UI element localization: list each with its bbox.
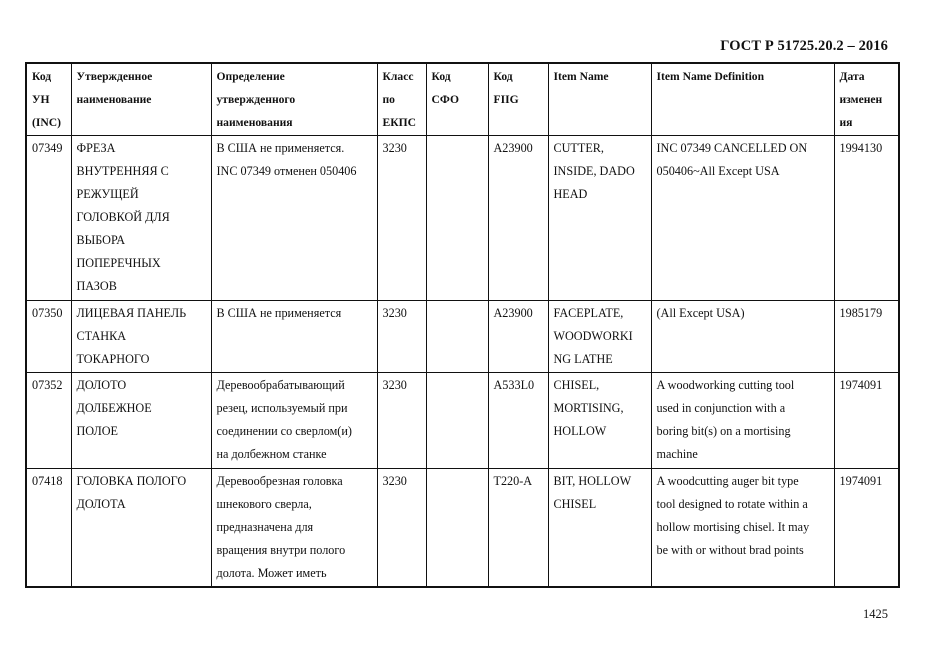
cell-change-date: 1974091 [834,469,899,588]
header-fiig-code: Код FIIG [488,63,548,136]
cell-item-name: CUTTER, INSIDE, DADO HEAD [548,136,651,301]
cell-change-date: 1994130 [834,136,899,301]
cell-fiig: T220-A [488,469,548,588]
header-item-name-definition: Item Name Definition [651,63,834,136]
cell-item-name-definition: A woodworking cutting tool used in conjunction with a boring bit(s) on a mortising machine [651,373,834,469]
table-row [26,136,899,301]
cell-approved-name: ДОЛОТО ДОЛБЕЖНОЕ ПОЛОЕ [71,373,211,469]
item-name-registry-table [25,62,900,588]
table-row [26,301,899,373]
header-change-date: Дата изменен ия [834,63,899,136]
header-approved-name: Утвержденное наименование [71,63,211,136]
cell-item-name: FACEPLATE, WOODWORKI NG LATHE [548,301,651,373]
cell-item-name: CHISEL, MORTISING, HOLLOW [548,373,651,469]
table-row [26,469,899,588]
cell-item-name-definition: A woodcutting auger bit type tool designed to rotate within a hollow mortising chisel. It may be with or without brad points [651,469,834,588]
header-definition: Определение утвержденного наименования [211,63,377,136]
cell-class: 3230 [377,136,426,301]
cell-inc: 07352 [26,373,71,469]
header-inc-code: Код УН (INC) [26,63,71,136]
cell-definition: В США не применяется. INC 07349 отменен 050406 [211,136,377,301]
cell-definition: Деревообрезная головка шнекового сверла, предназначена для вращения внутри полого долота. Может иметь [211,469,377,588]
cell-sfo [426,373,488,469]
header-sfo-code: Код СФО [426,63,488,136]
cell-item-name-definition: (All Except USA) [651,301,834,373]
header-item-name: Item Name [548,63,651,136]
table-header-row [26,63,899,136]
cell-approved-name: ФРЕЗА ВНУТРЕННЯЯ С РЕЖУЩЕЙ ГОЛОВКОЙ ДЛЯ ВЫБОРА ПОПЕРЕЧНЫХ ПАЗОВ [71,136,211,301]
cell-sfo [426,136,488,301]
cell-sfo [426,301,488,373]
cell-approved-name: ЛИЦЕВАЯ ПАНЕЛЬ СТАНКА ТОКАРНОГО [71,301,211,373]
cell-inc: 07349 [26,136,71,301]
cell-class: 3230 [377,301,426,373]
cell-fiig: A23900 [488,301,548,373]
document-standard-header: ГОСТ Р 51725.20.2 – 2016 [720,38,888,54]
cell-class: 3230 [377,373,426,469]
table-row [26,373,899,469]
cell-fiig: A533L0 [488,373,548,469]
cell-class: 3230 [377,469,426,588]
cell-inc: 07350 [26,301,71,373]
cell-inc: 07418 [26,469,71,588]
cell-item-name-definition: INC 07349 CANCELLED ON 050406~All Except USA [651,136,834,301]
cell-item-name: BIT, HOLLOW CHISEL [548,469,651,588]
cell-fiig: A23900 [488,136,548,301]
cell-approved-name: ГОЛОВКА ПОЛОГО ДОЛОТА [71,469,211,588]
cell-sfo [426,469,488,588]
header-class: Класс по ЕКПС [377,63,426,136]
page-number: 1425 [863,607,888,621]
cell-change-date: 1974091 [834,373,899,469]
cell-change-date: 1985179 [834,301,899,373]
cell-definition: Деревообрабатывающий резец, используемый при соединении со сверлом(и) на долбежном станке [211,373,377,469]
cell-definition: В США не применяется [211,301,377,373]
